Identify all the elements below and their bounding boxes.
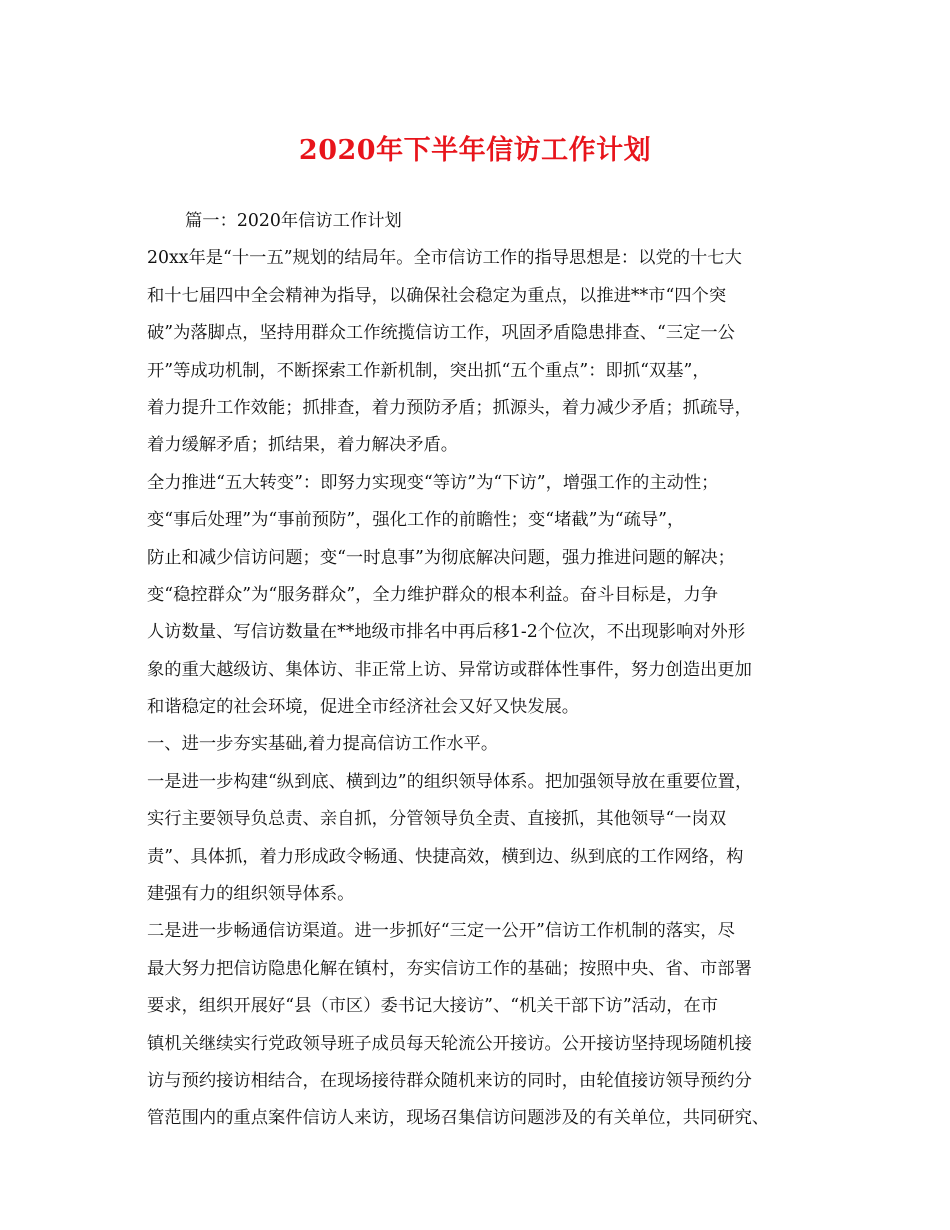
section-heading: 篇一：2020年信访工作计划 bbox=[185, 211, 402, 231]
paragraph-line: 防止和减少信访问题；变“一时息事”为彻底解决问题，强力推进问题的解决； bbox=[147, 547, 735, 568]
paragraph-line: 责”、具体抓，着力形成政令畅通、快捷高效，横到边、纵到底的工作网络，构 bbox=[147, 846, 744, 867]
paragraph-line: 要求，组织开展好“县（市区）委书记大接访”、“机关干部下访”活动，在市 bbox=[147, 996, 719, 1017]
paragraph-line: 变“事后处理”为“事前预防”，强化工作的前瞻性；变“堵截”为“疏导”， bbox=[147, 510, 685, 531]
paragraph-line: 全力推进“五大转变”：即努力实现变“等访”为“下访”，增强工作的主动性； bbox=[147, 472, 719, 493]
paragraph-line: 和十七届四中全会精神为指导，以确保社会稳定为重点，以推进**市“四个突 bbox=[147, 285, 727, 306]
paragraph-line: 管范围内的重点案件信访人来访，现场召集信访问题涉及的有关单位，共同研究、 bbox=[147, 1108, 770, 1129]
document-body bbox=[147, 203, 812, 1138]
paragraph-line: 变“稳控群众”为“服务群众”，全力维护群众的根本利益。奋斗目标是，力争 bbox=[147, 584, 719, 605]
paragraph-line: 建强有力的组织领导体系。 bbox=[147, 884, 355, 905]
document-title: 2020年下半年信访工作计划 bbox=[298, 135, 652, 166]
paragraph-line: 实行主要领导负总责、亲自抓，分管领导负全责、直接抓，其他领导“一岗双 bbox=[147, 809, 727, 830]
paragraph-line: 最大努力把信访隐患化解在镇村，夯实信访工作的基础；按照中央、省、市部署 bbox=[147, 958, 752, 979]
paragraph-line: 访与预约接访相结合，在现场接待群众随机来访的同时，由轮值接访领导预约分 bbox=[147, 1070, 752, 1091]
paragraph-line: 象的重大越级访、集体访、非正常上访、异常访或群体性事件，努力创造出更加 bbox=[147, 659, 752, 680]
paragraph-line: 着力提升工作效能；抓排查，着力预防矛盾；抓源头，着力减少矛盾；抓疏导， bbox=[147, 397, 752, 418]
paragraph-line: 20xx年是“十一五”规划的结局年。全市信访工作的指导思想是：以党的十七大 bbox=[147, 248, 742, 269]
paragraph-line: 一是进一步构建“纵到底、横到边”的组织领导体系。把加强领导放在重要位置， bbox=[147, 771, 753, 792]
paragraph-line: 镇机关继续实行党政领导班子成员每天轮流公开接访。公开接访坚持现场随机接 bbox=[147, 1033, 752, 1054]
section-heading: 一、进一步夯实基础,着力提高信访工作水平。 bbox=[147, 734, 499, 755]
paragraph-line: 着力缓解矛盾；抓结果，着力解决矛盾。 bbox=[147, 435, 459, 456]
paragraph-line: 和谐稳定的社会环境，促进全市经济社会又好又快发展。 bbox=[147, 697, 580, 718]
paragraph-line: 破”为落脚点，坚持用群众工作统揽信访工作，巩固矛盾隐患排查、“三定一公 bbox=[147, 323, 735, 344]
paragraph-line: 开”等成功机制，不断探索工作新机制，突出抓“五个重点”：即抓“双基”， bbox=[147, 360, 710, 381]
paragraph-line: 人访数量、写信访数量在**地级市排名中再后移1-2个位次，不出现影响对外形 bbox=[147, 622, 746, 643]
paragraph-line: 二是进一步畅通信访渠道。进一步抓好“三定一公开”信访工作机制的落实，尽 bbox=[147, 921, 735, 942]
